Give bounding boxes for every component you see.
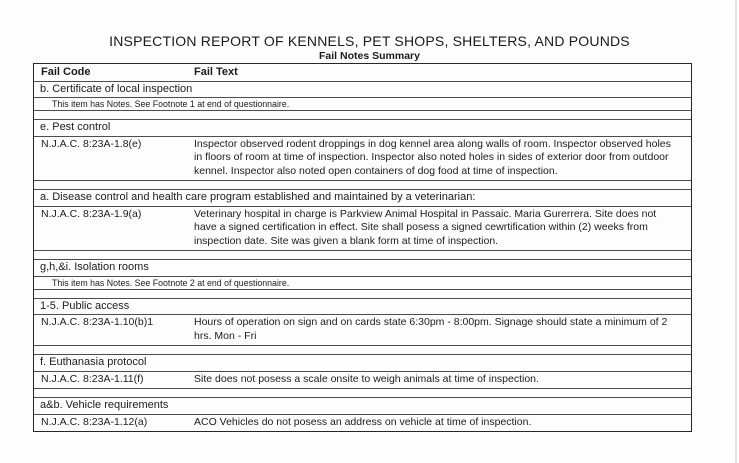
note-row: This item has Notes. See Footnote 2 at end of questionnaire. (34, 276, 691, 289)
fail-text-cell: ACO Vehicles do not posess an address on vehicle at time of inspection. (194, 415, 532, 428)
fail-code-cell: N.J.A.C. 8:23A-1.11(f) (41, 372, 144, 385)
spacer-row (34, 110, 691, 119)
section-row: f. Euthanasia protocol (34, 354, 691, 371)
section-row: a&b. Vehicle requirements (34, 397, 691, 414)
data-row (34, 414, 691, 432)
data-row (34, 314, 691, 345)
section-row: g,h,&i. Isolation rooms (34, 259, 691, 276)
table-header-row (34, 64, 691, 81)
fail-code-cell: N.J.A.C. 8:23A-1.8(e) (41, 137, 142, 150)
data-row (34, 206, 691, 251)
spacer-row (34, 250, 691, 259)
fail-text-cell: Veterinary hospital in charge is Parkview Animal Hospital in Passaic. Maria Gurerrera. Site does not have a signed certification in effect. Site shall posess a signed cewrtification within (2) weeks from inspection date. Site was given a blank form at time of inspection. (194, 207, 657, 247)
section-row: a. Disease control and health care program established and maintained by a veterinarian: (34, 189, 691, 206)
section-row: e. Pest control (34, 119, 691, 136)
spacer-row (34, 388, 691, 397)
fail-code-cell: N.J.A.C. 8:23A-1.12(a) (41, 415, 148, 428)
spacer-row (34, 180, 691, 189)
fail-notes-table (33, 63, 692, 432)
fail-text-cell: Hours of operation on sign and on cards state 6:30pm - 8:00pm. Signage should state a minimum of 2 hrs. Mon - Fri (194, 316, 668, 342)
fail-text-cell: Inspector observed rodent droppings in dog kennel area along walls of room. Inspector observed holes in floors of room at time of inspection. Inspector also noted holes in sides of exterior door from outdoor kennel. Inspector also noted open containers of dog food at time of inspection. (194, 137, 671, 177)
note-row: This item has Notes. See Footnote 1 at end of questionnaire. (34, 97, 691, 110)
spacer-row (34, 289, 691, 298)
fail-code-cell: N.J.A.C. 8:23A-1.10(b)1 (41, 316, 154, 328)
fail-text-cell: Site does not posess a scale onsite to weigh animals at time of inspection. (194, 372, 539, 385)
document-title: INSPECTION REPORT OF KENNELS, PET SHOPS, SHELTERS, AND POUNDS (109, 33, 630, 49)
spacer-row (34, 345, 691, 354)
section-row: b. Certificate of local inspection (34, 81, 691, 98)
section-row: 1-5. Public access (34, 298, 691, 315)
data-row (34, 371, 691, 389)
document-subtitle: Fail Notes Summary (319, 50, 420, 62)
data-row (34, 136, 691, 181)
fail-code-cell: Fail Code (41, 66, 91, 78)
fail-code-cell: N.J.A.C. 8:23A-1.9(a) (41, 207, 142, 220)
scan-edge-artifact (735, 0, 737, 463)
fail-text-cell: Fail Text (194, 66, 238, 78)
